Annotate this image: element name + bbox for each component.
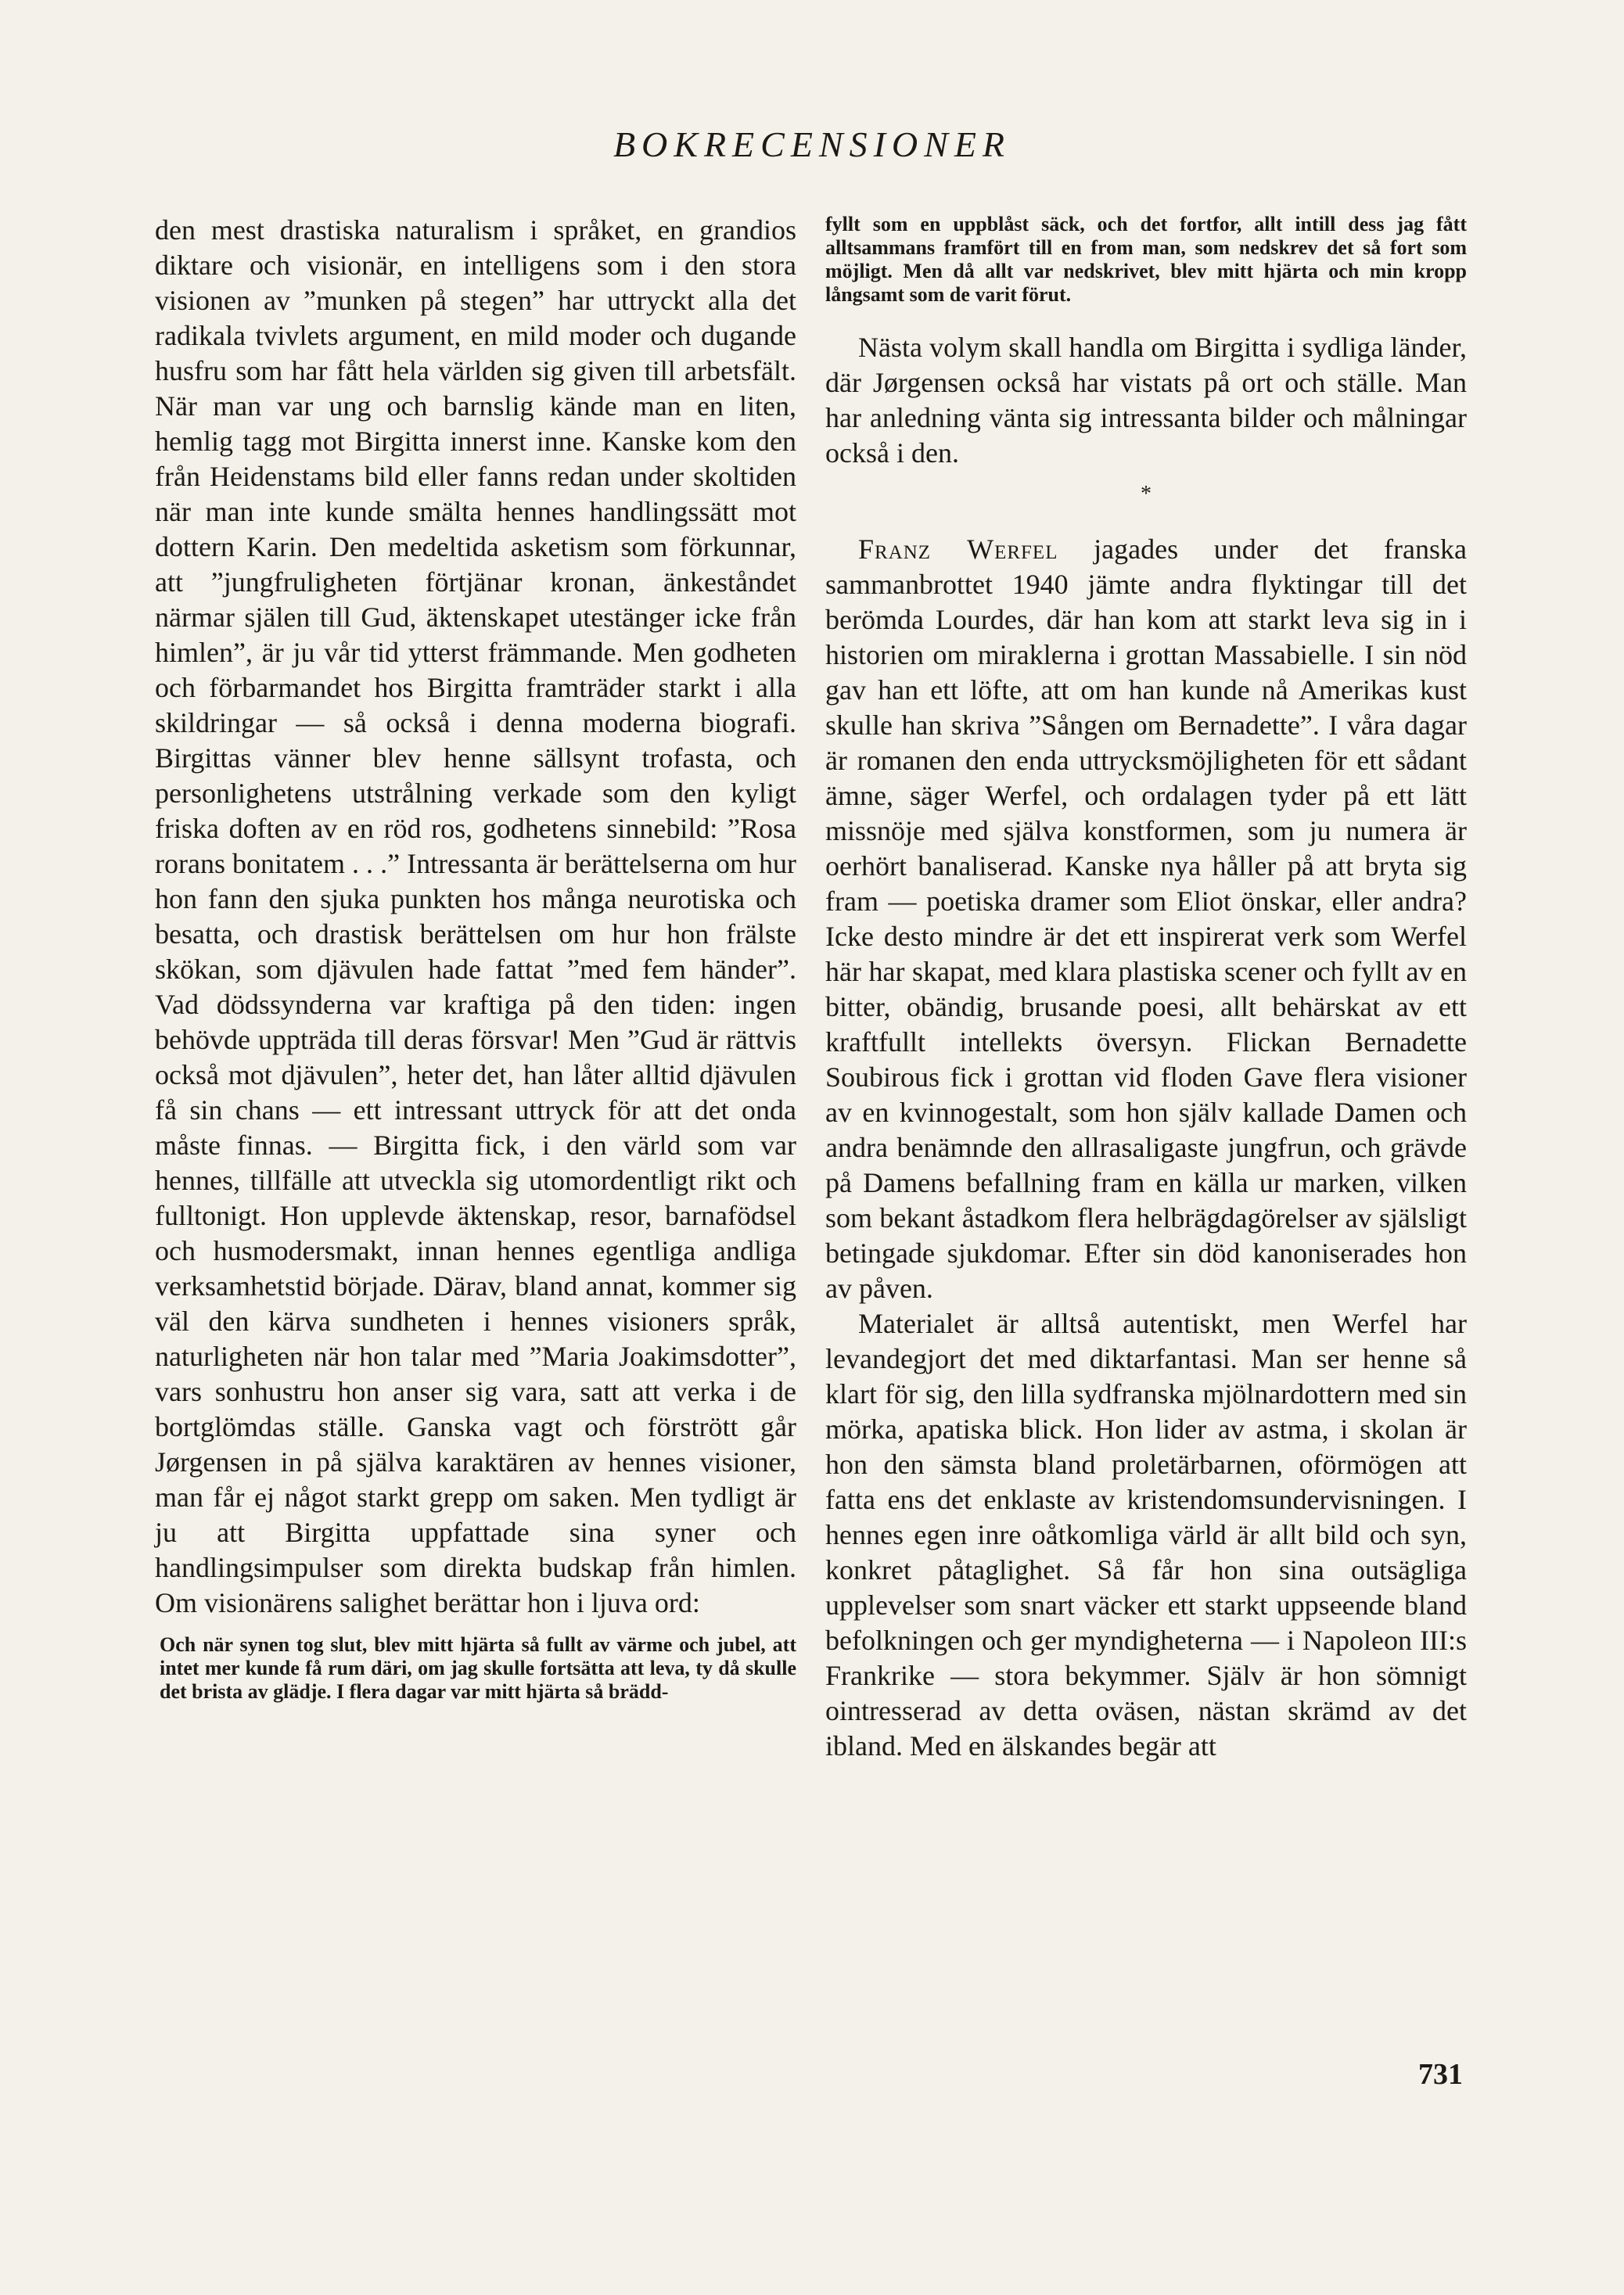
section-separator: *	[1141, 482, 1152, 506]
author-name: Franz Werfel	[858, 533, 1058, 565]
page-number: 731	[1418, 2058, 1463, 2091]
block-quote-continued: fyllt som en uppblåst säck, och det fortfor, allt intill dess jag fått alltsammans framfört till en from man, som nedskrev det så fort som möjligt. Men då allt var nedskrivet, blev mitt hjärta och min kropp långsamt som de varit förut.	[825, 213, 1467, 306]
block-quote: Och när synen tog slut, blev mitt hjärta så fullt av värme och jubel, att intet mer kunde få rum däri, om jag skulle fortsätta att leva, ty då skulle det brista av glädje. I flera dagar var mitt hjärta så brädd-	[160, 1633, 796, 1703]
body-paragraph: den mest drastiska naturalism i språket, en grandios diktare och visionär, en intelligens som i den stora visionen av ”munken på stegen” har uttryckt alla det radikala tvivlets argument, en mild moder och dugande husfru som har fått hela världen sig given till arbetsfält. När man var ung och barnslig kände man en liten, hemlig tagg mot Birgitta innerst inne. Kanske kom den från Heidenstams bild eller fanns redan under skoltiden när man inte kunde smälta hennes handlingssätt mot dottern Karin. Den medeltida asketism som förkunnar, att ”jungfruligheten förtjänar kronan, änkeståndet närmar själen till Gud, äktenskapet utestänger icke från himlen”, är ju vår tid ytterst främmande. Men godheten och förbarmandet hos Birgitta framträder starkt i alla skildringar — så också i denna moderna biografi. Birgittas vänner blev henne sällsynt trofasta, och personlighetens utstrålning verkade som den kyligt friska doften av en röd ros, godhetens sinnebild: ”Rosa rorans bonitatem . . .” Intressanta är berättelserna om hur hon fann den sjuka punkten hos många neurotiska och besatta, och drastisk berättelsen om hur hon frälste skökan, som djävulen hade fattat ”med fem händer”. Vad dödssynderna var kraftiga på den tiden: ingen behövde uppträda till deras försvar! Men ”Gud är rättvis också mot djävulen”, heter det, han låter alltid djävulen få sin chans — ett intressant uttryck för att det onda måste finnas. — Birgitta fick, i den värld som var hennes, tillfälle att utveckla sig utomordentligt rikt och fulltonigt. Hon upplevde äktenskap, resor, barnafödsel och husmodersmakt, innan hennes egentliga andliga verksamhetstid började. Därav, bland annat, kommer sig väl den kärva sundheten i hennes visioners språk, naturligheten när hon talar med ”Maria Joakimsdotter”, vars sonhustru hon anser sig vara, satt att verka i de bortglömdas ställe. Ganska vagt och förstrött går Jørgensen in på själva karaktären av hennes visioner, man får ej något starkt grepp om saken. Men tydligt är ju att Birgitta uppfattade sina syner och handlingsimpulser som direkta budskap från himlen. Om visionärens salighet berättar hon i ljuva ord:	[155, 214, 796, 1618]
right-column	[825, 213, 1467, 1764]
review-paragraph	[825, 532, 1467, 1306]
body-paragraph: Nästa volym skall handla om Birgitta i sydliga länder, där Jørgensen också har vistats på ort och ställe. Man har anledning vänta sig intressanta bilder och målningar också i den.	[825, 332, 1467, 469]
review-paragraph-text: jagades under det franska sammanbrottet 1940 jämte andra flyktingar till det berömda Lourdes, där han kom att starkt leva sig in i historien om miraklerna i grottan Massabielle. I sin nöd gav han ett löfte, att om han kunde nå Amerikas kust skulle han skriva ”Sången om Bernadette”. I våra dagar är romanen den enda uttrycksmöjligheten för ett sådant ämne, säger Werfel, och ordalagen tyder på ett lätt missnöje med själva konstformen, som ju numera är oerhört banaliserad. Kanske nya håller på att bryta sig fram — poetiska dramer som Eliot önskar, eller andra? Icke desto mindre är det ett inspirerat verk som Werfel här har skapat, med klara plastiska scener och fyllt av en bitter, obändig, brusande poesi, allt behärskat av ett kraftfullt intellekts översyn. Flickan Bernadette Soubirous fick i grottan vid floden Gave flera visioner av en kvinnogestalt, som hon själv kallade Damen och andra benämnde den allrasaligaste jungfrun, och grävde på Damens befallning fram en källa ur marken, vilken som bekant åstadkom flera helbrägdagörelser av själsligt betingade sjukdomar. Efter sin död kanoniserades hon av påven.	[825, 533, 1467, 1304]
body-paragraph: Materialet är alltså autentiskt, men Werfel har levandegjort det med diktarfantasi. Man ser henne så klart för sig, den lilla sydfranska mjölnardottern med sin mörka, apatiska blick. Hon lider av astma, i skolan är hon den sämsta bland proletärbarnen, oförmögen att fatta ens det enklaste av kristendomsundervisningen. I hennes egen inre oåtkomliga värld är allt bild och syn, konkret påtaglighet. Så får hon sina outsägliga upplevelser som snart väcker ett starkt uppseende bland befolkningen och ger myndigheterna — i Napoleon III:s Frankrike — stora bekymmer. Själv är hon sömnigt ointresserad av detta oväsen, nästan skrämd av det ibland. Med en älskandes begär att	[825, 1308, 1467, 1762]
left-column	[155, 213, 796, 1704]
running-header: BOKRECENSIONER	[613, 124, 1011, 164]
